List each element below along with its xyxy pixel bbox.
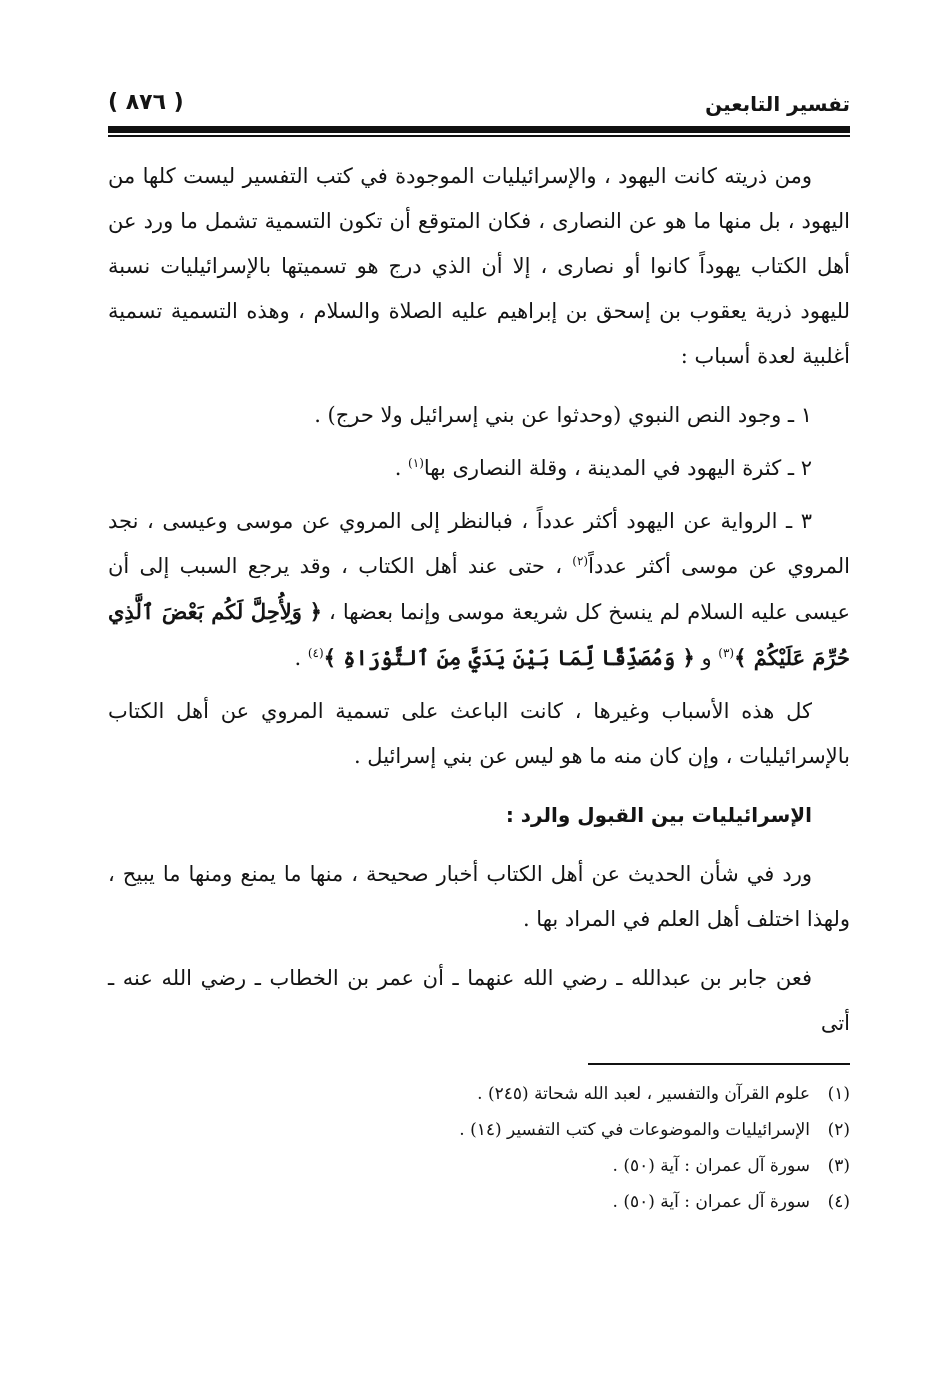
conjunction: و bbox=[694, 646, 719, 670]
list-item-3 bbox=[108, 499, 850, 681]
footnote-number: (٢) bbox=[827, 1120, 850, 1140]
list-item-3-part-a: ٣ ـ الرواية عن اليهود أكثر عدداً ، فبالنظر إلى المروي عن موسى وعيسى ، نجد المروي عن موسى أكثر عدداً bbox=[108, 509, 850, 578]
footnote-ref-3[interactable]: (٣) bbox=[718, 646, 735, 660]
footnote-number: (٤) bbox=[827, 1192, 850, 1212]
list-item-2-end: . bbox=[394, 456, 409, 480]
page-header bbox=[108, 86, 850, 126]
header-rule-thick bbox=[108, 126, 850, 133]
quran-bracket-close: ﴾ bbox=[734, 645, 747, 670]
footnote-text: سورة آل عمران : آية (٥٠) . bbox=[612, 1192, 810, 1212]
footnote-text: علوم القرآن والتفسير ، لعبد الله شحاتة (٢٤٥) . bbox=[477, 1084, 810, 1104]
list-item-2-text: ٢ ـ كثرة اليهود في المدينة ، وقلة النصارى بها bbox=[423, 456, 812, 480]
paragraph-section: ورد في شأن الحديث عن أهل الكتاب أخبار صحيحة ، منها ما يمنع ومنها ما يبيح ، ولهذا اختلف أهل العلم في المراد بها . bbox=[108, 862, 850, 931]
footnote-4 bbox=[300, 1184, 850, 1220]
section-heading: الإسرائيليات بين القبول والرد : bbox=[505, 803, 812, 827]
list-item-3-part-b: ، حتى عند أهل الكتاب ، وقد يرجع السبب إلى أن عيسى عليه السلام لم ينسخ كل شريعة موسى وإنما بعضها ، bbox=[108, 554, 851, 624]
quran-verse-2: وَمُصَدِّقًا لِّمَا بَيْنَ يَدَيَّ مِنَ ٱلتَّوْرَاةِ bbox=[335, 645, 683, 670]
quran-bracket-open: ﴿ bbox=[309, 599, 322, 624]
paragraph-conclusion: كل هذه الأسباب وغيرها ، كانت الباعث على تسمية المروي عن أهل الكتاب بالإسرائيليات ، وإن كان منه ما هو ليس عن بني إسرائيل . bbox=[108, 699, 850, 768]
running-title: تفسير التابعين bbox=[705, 92, 850, 116]
main-text bbox=[108, 154, 850, 1060]
list-item-3-end: . bbox=[294, 646, 308, 670]
footnote-number: (٣) bbox=[827, 1156, 850, 1176]
quran-bracket-open-2: ﴿ bbox=[682, 645, 695, 670]
paragraph-last: فعن جابر بن عبدالله ـ رضي الله عنهما ـ أن عمر بن الخطاب ـ رضي الله عنه ـ أتى bbox=[108, 966, 850, 1035]
footnote-ref-4[interactable]: (٤) bbox=[307, 646, 324, 660]
footnote-3 bbox=[300, 1148, 850, 1184]
page-number: ( ٨٧٦ ) bbox=[108, 90, 184, 115]
footnote-ref-1[interactable]: (١) bbox=[408, 456, 424, 470]
quran-verse-1: وَلِأُحِلَّ لَكُم بَعْضَ ٱلَّذِي حُرِّمَ عَلَيْكُمْ bbox=[108, 599, 850, 670]
quran-bracket-close-2: ﴾ bbox=[323, 645, 336, 670]
footnote-text: الإسرائيليات والموضوعات في كتب التفسير (١٤) . bbox=[459, 1120, 810, 1140]
footnotes bbox=[300, 1076, 850, 1220]
footnote-2 bbox=[300, 1112, 850, 1148]
footnote-1 bbox=[300, 1076, 850, 1112]
footnote-separator bbox=[588, 1063, 850, 1065]
paragraph-intro: ومن ذريته كانت اليهود ، والإسرائيليات الموجودة في كتب التفسير ليست كلها من اليهود ، بل منها ما هو عن النصارى ، فكان المتوقع أن تكون التسمية تشمل ما ورد عن أهل الكتاب يهوداً كانوا أو نصارى ، إلا أن الذي درج هو تسميتها بالإسرائيليات نسبة لليهود ذرية يعقوب بن إسحق بن إبراهيم عليه الصلاة والسلام ، وهذه التسمية تسمية أغلبية لعدة أسباب : bbox=[108, 164, 850, 368]
header-rule-thin bbox=[108, 135, 850, 137]
footnote-number: (١) bbox=[827, 1084, 850, 1104]
footnote-ref-2[interactable]: (٢) bbox=[572, 554, 589, 568]
footnote-text: سورة آل عمران : آية (٥٠) . bbox=[612, 1156, 810, 1176]
list-item-2 bbox=[108, 446, 850, 491]
list-item-1: ١ ـ وجود النص النبوي (وحدثوا عن بني إسرائيل ولا حرج) . bbox=[314, 403, 812, 427]
